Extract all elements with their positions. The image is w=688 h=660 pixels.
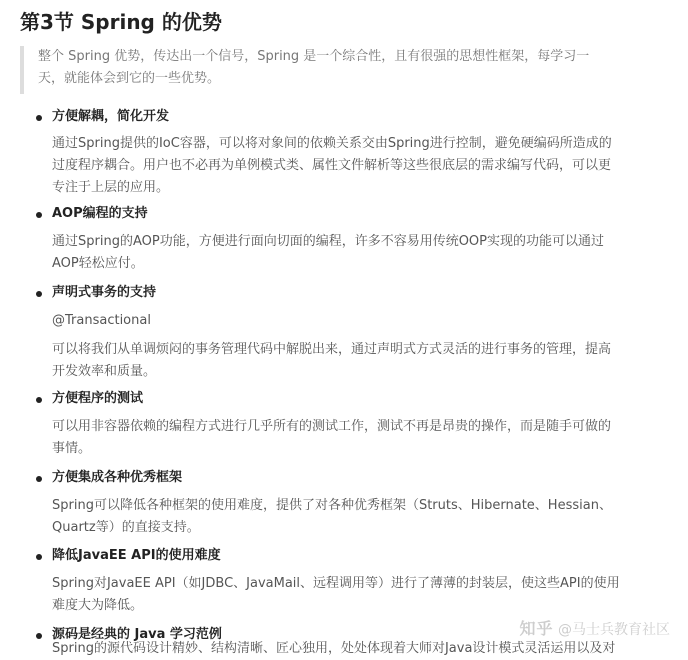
item-description: [52, 416, 664, 460]
description-line: 难度大为降低。: [52, 598, 144, 613]
description-line: 通过Spring提供的IoC容器，可以将对象间的依赖关系交由Spring进行控制，避免硬编码所造成的: [52, 136, 612, 151]
description-line: Spring可以降低各种框架的使用难度，提供了对各种优秀框架（Struts、Hibernate、Hessian、: [52, 498, 612, 513]
bullet-icon: [36, 397, 42, 403]
item-heading: 降低JavaEE API的使用难度: [52, 548, 221, 563]
watermark-handle: @马士兵教育社区: [558, 622, 670, 638]
item-description: [52, 339, 664, 383]
description-line: 通过Spring的AOP功能，方便进行面向切面的编程，许多不容易用传统OOP实现的功能可以通过: [52, 234, 604, 249]
item-description: [52, 231, 664, 275]
description-line: 开发效率和质量。: [52, 364, 157, 379]
description-line: 可以用非容器依赖的编程方式进行几乎所有的测试工作，测试不再是昂贵的操作，而是随手可做的: [52, 419, 612, 434]
item-heading: AOP编程的支持: [52, 206, 148, 221]
bullet-icon: [36, 476, 42, 482]
item-heading: 方便集成各种优秀框架: [52, 470, 183, 485]
item-description-cutoff: [52, 641, 652, 657]
item-heading: 方便程序的测试: [52, 391, 144, 406]
annotation-text: @Transactional: [52, 313, 151, 328]
bullet-icon: [36, 554, 42, 560]
item-code-annotation: [52, 310, 664, 332]
item-heading: 方便解耦，简化开发: [52, 109, 170, 124]
intro-line: 整个 Spring 优势，传达出一个信号，Spring 是一个综合性，且有很强的思想性框架，每学习一: [38, 49, 590, 64]
item-heading: 源码是经典的 Java 学习范例: [52, 627, 222, 642]
description-line: 专注于上层的应用。: [52, 180, 170, 195]
page-title: 第3节 Spring 的优势: [20, 10, 222, 34]
source-watermark: [520, 619, 670, 640]
description-line: Spring对JavaEE API（如JDBC、JavaMail、远程调用等）进行了薄薄的封装层，使这些API的使用: [52, 576, 620, 591]
description-line: 可以将我们从单调烦闷的事务管理代码中解脱出来，通过声明式方式灵活的进行事务的管理，提高: [52, 342, 612, 357]
description-line: Quartz等）的直接支持。: [52, 520, 200, 535]
item-heading: 声明式事务的支持: [52, 285, 157, 300]
item-description: [52, 573, 664, 617]
item-description: [52, 133, 664, 199]
description-line: Spring的源代码设计精妙、结构清晰、匠心独用，处处体现着大师对Java设计模式灵活运用以及对: [52, 641, 616, 656]
description-line: AOP轻松应付。: [52, 256, 144, 271]
description-line: 事情。: [52, 441, 92, 456]
bullet-icon: [36, 633, 42, 639]
description-line: 过度程序耦合。用户也不必再为单例模式类、属性文件解析等这些很底层的需求编写代码，可以更: [52, 158, 612, 173]
item-description: [52, 495, 664, 539]
bullet-icon: [36, 212, 42, 218]
zhihu-logo: 知乎: [519, 619, 554, 638]
intro-line: 天，就能体会到它的一些优势。: [38, 71, 221, 86]
bullet-icon: [36, 115, 42, 121]
bullet-icon: [36, 291, 42, 297]
